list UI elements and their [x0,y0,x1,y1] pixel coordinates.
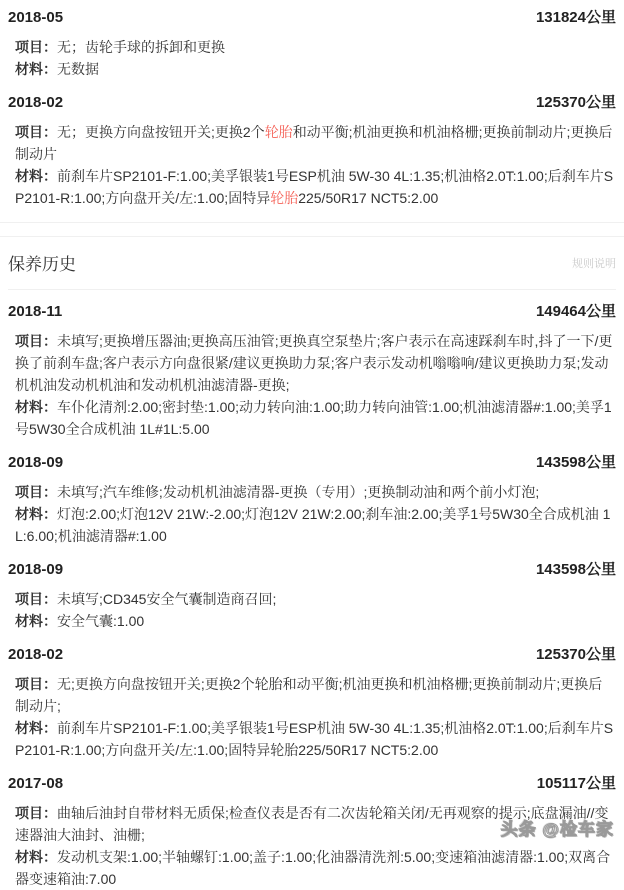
item-label: 项目： [15,484,57,500]
text-segment: 未填写;更换增压器油;更换高压油管;更换真空泵垫片;客户表示在高速踩刹车时,抖了一下/更换了前刹车盘;客户表示方向盘很紧/建议更换助力泵;客户表示发动机嗡嗡响/建议更换助力泵;发动机机油发动机机油和发动机机油滤清器-更换; [15,333,613,393]
record-body [8,121,616,209]
history-section-header [8,237,616,290]
highlighted-keyword: 轮胎 [270,190,299,206]
maintenance-record [8,93,616,209]
record-mileage: 125370公里 [535,646,616,663]
item-text [15,124,612,162]
history-section-title: 保养历史 [8,255,76,274]
record-date: 2018-02 [8,94,64,111]
text-segment: 安全气囊:1.00 [57,613,145,629]
maintenance-record [8,302,616,440]
record-mileage: 143598公里 [535,454,616,471]
material-text [15,399,612,437]
text-segment: 和动平衡;机油更换和机油格栅;更换前制动片;更换后制动片 [15,124,613,162]
text-segment: 曲轴后油封自带材料无质保;检查仪表是否有二次齿轮箱关闭/无再观察的提示;底盘漏油//变速器油大油封、油栅; [15,805,609,843]
record-date: 2018-05 [8,9,64,26]
record-materials-line [15,165,616,209]
material-label: 材料： [15,61,57,77]
record-items-line [15,673,616,717]
record-items-line [15,588,616,610]
record-header [8,302,616,322]
record-date: 2018-11 [8,303,63,320]
text-segment: 225/50R17 NCT5:2.00 [298,190,439,206]
record-items-line [15,330,616,396]
record-date: 2018-02 [8,646,64,663]
text-segment: 车仆化清剂:2.00;密封垫:1.00;动力转向油:1.00;助力转向油管:1.00;机油滤清器#:1.00;美孚1号5W30全合成机油 1L#1L:5.00 [15,399,612,437]
text-segment: 未填写;CD345安全气囊制造商召回; [57,591,277,607]
material-label: 材料： [15,506,57,522]
record-body [8,481,616,547]
material-text [15,506,610,544]
record-materials-line [15,717,616,761]
record-header [8,774,616,794]
record-items-line [15,36,616,58]
maintenance-record [8,8,616,80]
record-materials-line [15,610,616,632]
search-result-section [8,8,616,209]
text-segment: 未填写;汽车维修;发动机机油滤清器-更换（专用）;更换制动油和两个前小灯泡; [57,484,540,500]
material-text [57,613,144,629]
item-text [57,39,225,55]
material-text [15,720,613,758]
text-segment: 灯泡:2.00;灯泡12V 21W:-2.00;灯泡12V 21W:2.00;刹车油:2.00;美孚1号5W30全合成机油 1L:6.00;机油滤清器#:1.00 [15,506,611,544]
material-label: 材料： [15,168,57,184]
toutiao-watermark: 头条 @检车家 [500,820,614,839]
item-text [15,333,612,393]
record-mileage: 125370公里 [535,94,616,111]
record-items-line [15,481,616,503]
record-header [8,560,616,580]
record-body [8,673,616,761]
record-body [8,588,616,632]
section-divider [0,222,624,237]
item-label: 项目： [15,805,57,821]
material-text [15,168,613,206]
maintenance-record [8,560,616,632]
item-label: 项目： [15,39,57,55]
text-segment: 无;更换方向盘按钮开关;更换2个轮胎和动平衡;机油更换和机油格栅;更换前制动片;更换后制动片; [15,676,603,714]
record-materials-line [15,396,616,440]
record-materials-line [15,503,616,547]
record-body [8,36,616,80]
material-label: 材料： [15,613,57,629]
item-text [57,591,276,607]
text-segment: 前刹车片SP2101-F:1.00;美孚银装1号ESP机油 5W-30 4L:1.35;机油格2.0T:1.00;后刹车片SP2101-R:1.00;方向盘开关/左:1.00;固特异轮胎225/50R17 NCT5:2.00 [15,720,614,758]
record-mileage: 143598公里 [535,561,616,578]
record-header [8,645,616,665]
highlighted-keyword: 轮胎 [264,124,293,140]
material-label: 材料： [15,849,57,865]
record-materials-line [15,846,616,890]
record-materials-line [15,58,616,80]
record-mileage: 131824公里 [535,9,616,26]
text-segment: 发动机支架:1.00;半轴螺钉:1.00;盖子:1.00;化油器清洗剂:5.00;变速箱油滤清器:1.00;双离合器变速箱油:7.00 [15,849,611,887]
record-header [8,8,616,28]
text-segment: 无数据 [57,61,99,77]
material-label: 材料： [15,720,57,736]
record-header [8,453,616,473]
maintenance-record [8,453,616,547]
history-records-section [8,302,616,890]
material-text [57,61,99,77]
record-date: 2018-09 [8,454,64,471]
material-label: 材料： [15,399,57,415]
material-text [15,849,610,887]
item-label: 项目： [15,333,57,349]
item-text [57,484,539,500]
item-label: 项目： [15,124,57,140]
text-segment: 无；更换方向盘按钮开关;更换2个 [57,124,265,140]
text-segment: 无；齿轮手球的拆卸和更换 [57,39,225,55]
rules-link[interactable]: 规则说明 [572,257,616,270]
record-date: 2018-09 [8,561,64,578]
text-segment: 前刹车片SP2101-F:1.00;美孚银装1号ESP机油 5W-30 4L:1.35;机油格2.0T:1.00;后刹车片SP2101-R:1.00;方向盘开关/左:1.00;固特异 [15,168,614,206]
maintenance-record [8,645,616,761]
record-body [8,330,616,440]
item-label: 项目： [15,591,57,607]
record-items-line [15,121,616,165]
record-header [8,93,616,113]
record-date: 2017-08 [8,775,64,792]
item-label: 项目： [15,676,57,692]
record-mileage: 149464公里 [535,303,616,320]
record-mileage: 105117公里 [536,775,616,792]
item-text [15,676,602,714]
